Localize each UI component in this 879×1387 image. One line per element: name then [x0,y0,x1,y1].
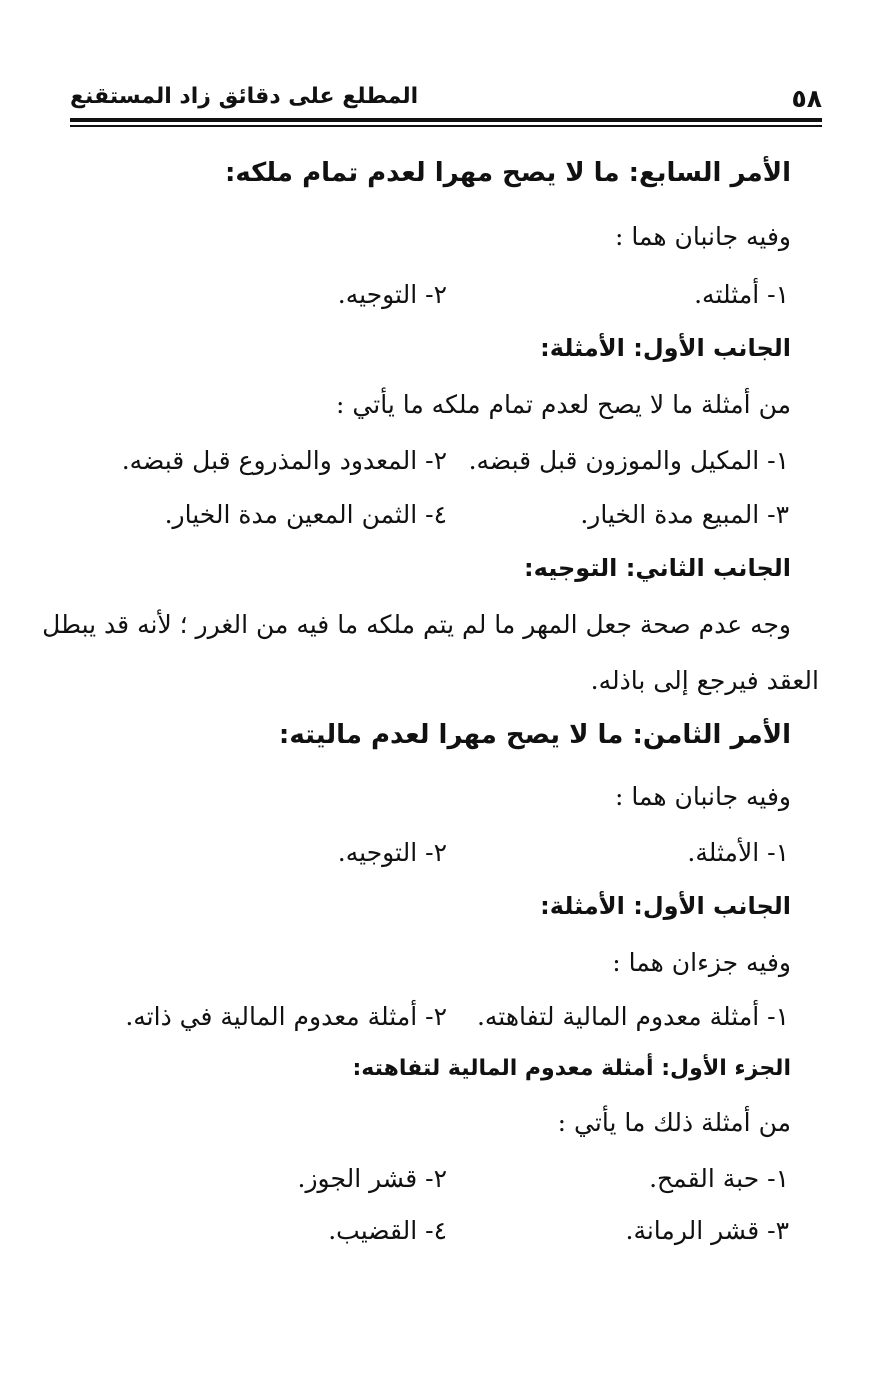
list-item: ٣- قشر الرمانة. [625,1216,789,1245]
header-rule-thin [70,125,822,127]
subheading: الجزء الأول: أمثلة معدوم المالية لتفاهته: [352,1056,791,1081]
text-line: وفيه جزءان هما : [612,948,791,977]
text-line: من أمثلة ذلك ما يأتي : [557,1108,791,1137]
running-title: المطلع على دقائق زاد المستقنع [70,84,419,109]
list-item: ٢- أمثلة معدوم المالية في ذاته. [125,1002,447,1031]
list-item: ١- أمثلة معدوم المالية لتفاهته. [476,1002,789,1031]
list-item: ٢- المعدود والمذروع قبل قبضه. [121,446,447,475]
page-header [70,84,822,114]
subheading: الجانب الثاني: التوجيه: [524,554,791,582]
paragraph-line: وجه عدم صحة جعل المهر ما لم يتم ملكه ما فيه من الغرر ؛ لأنه قد يبطل [42,610,791,639]
list-item: ٤- الثمن المعين مدة الخيار. [164,500,447,529]
header-rule-thick [70,118,822,122]
list-item: ١- أمثلته. [694,280,789,309]
text-line: وفيه جانبان هما : [614,222,791,251]
list-item: ٢- التوجيه. [337,280,447,309]
page-number: ٥٨ [791,84,822,113]
paragraph-line: العقد فيرجع إلى باذله. [590,666,819,695]
list-item: ١- حبة القمح. [649,1164,789,1193]
section-heading-8: الأمر الثامن: ما لا يصح مهرا لعدم ماليته: [278,720,791,750]
subheading: الجانب الأول: الأمثلة: [540,334,791,362]
text-line: وفيه جانبان هما : [614,782,791,811]
list-item: ٢- التوجيه. [337,838,447,867]
section-heading-7: الأمر السابع: ما لا يصح مهرا لعدم تمام ملكه: [225,158,791,188]
subheading: الجانب الأول: الأمثلة: [540,892,791,920]
list-item: ١- المكيل والموزون قبل قبضه. [468,446,789,475]
list-item: ٣- المبيع مدة الخيار. [580,500,789,529]
text-line: من أمثلة ما لا يصح لعدم تمام ملكه ما يأتي : [336,390,791,419]
list-item: ١- الأمثلة. [687,838,789,867]
list-item: ٤- القضيب. [328,1216,447,1245]
list-item: ٢- قشر الجوز. [297,1164,447,1193]
